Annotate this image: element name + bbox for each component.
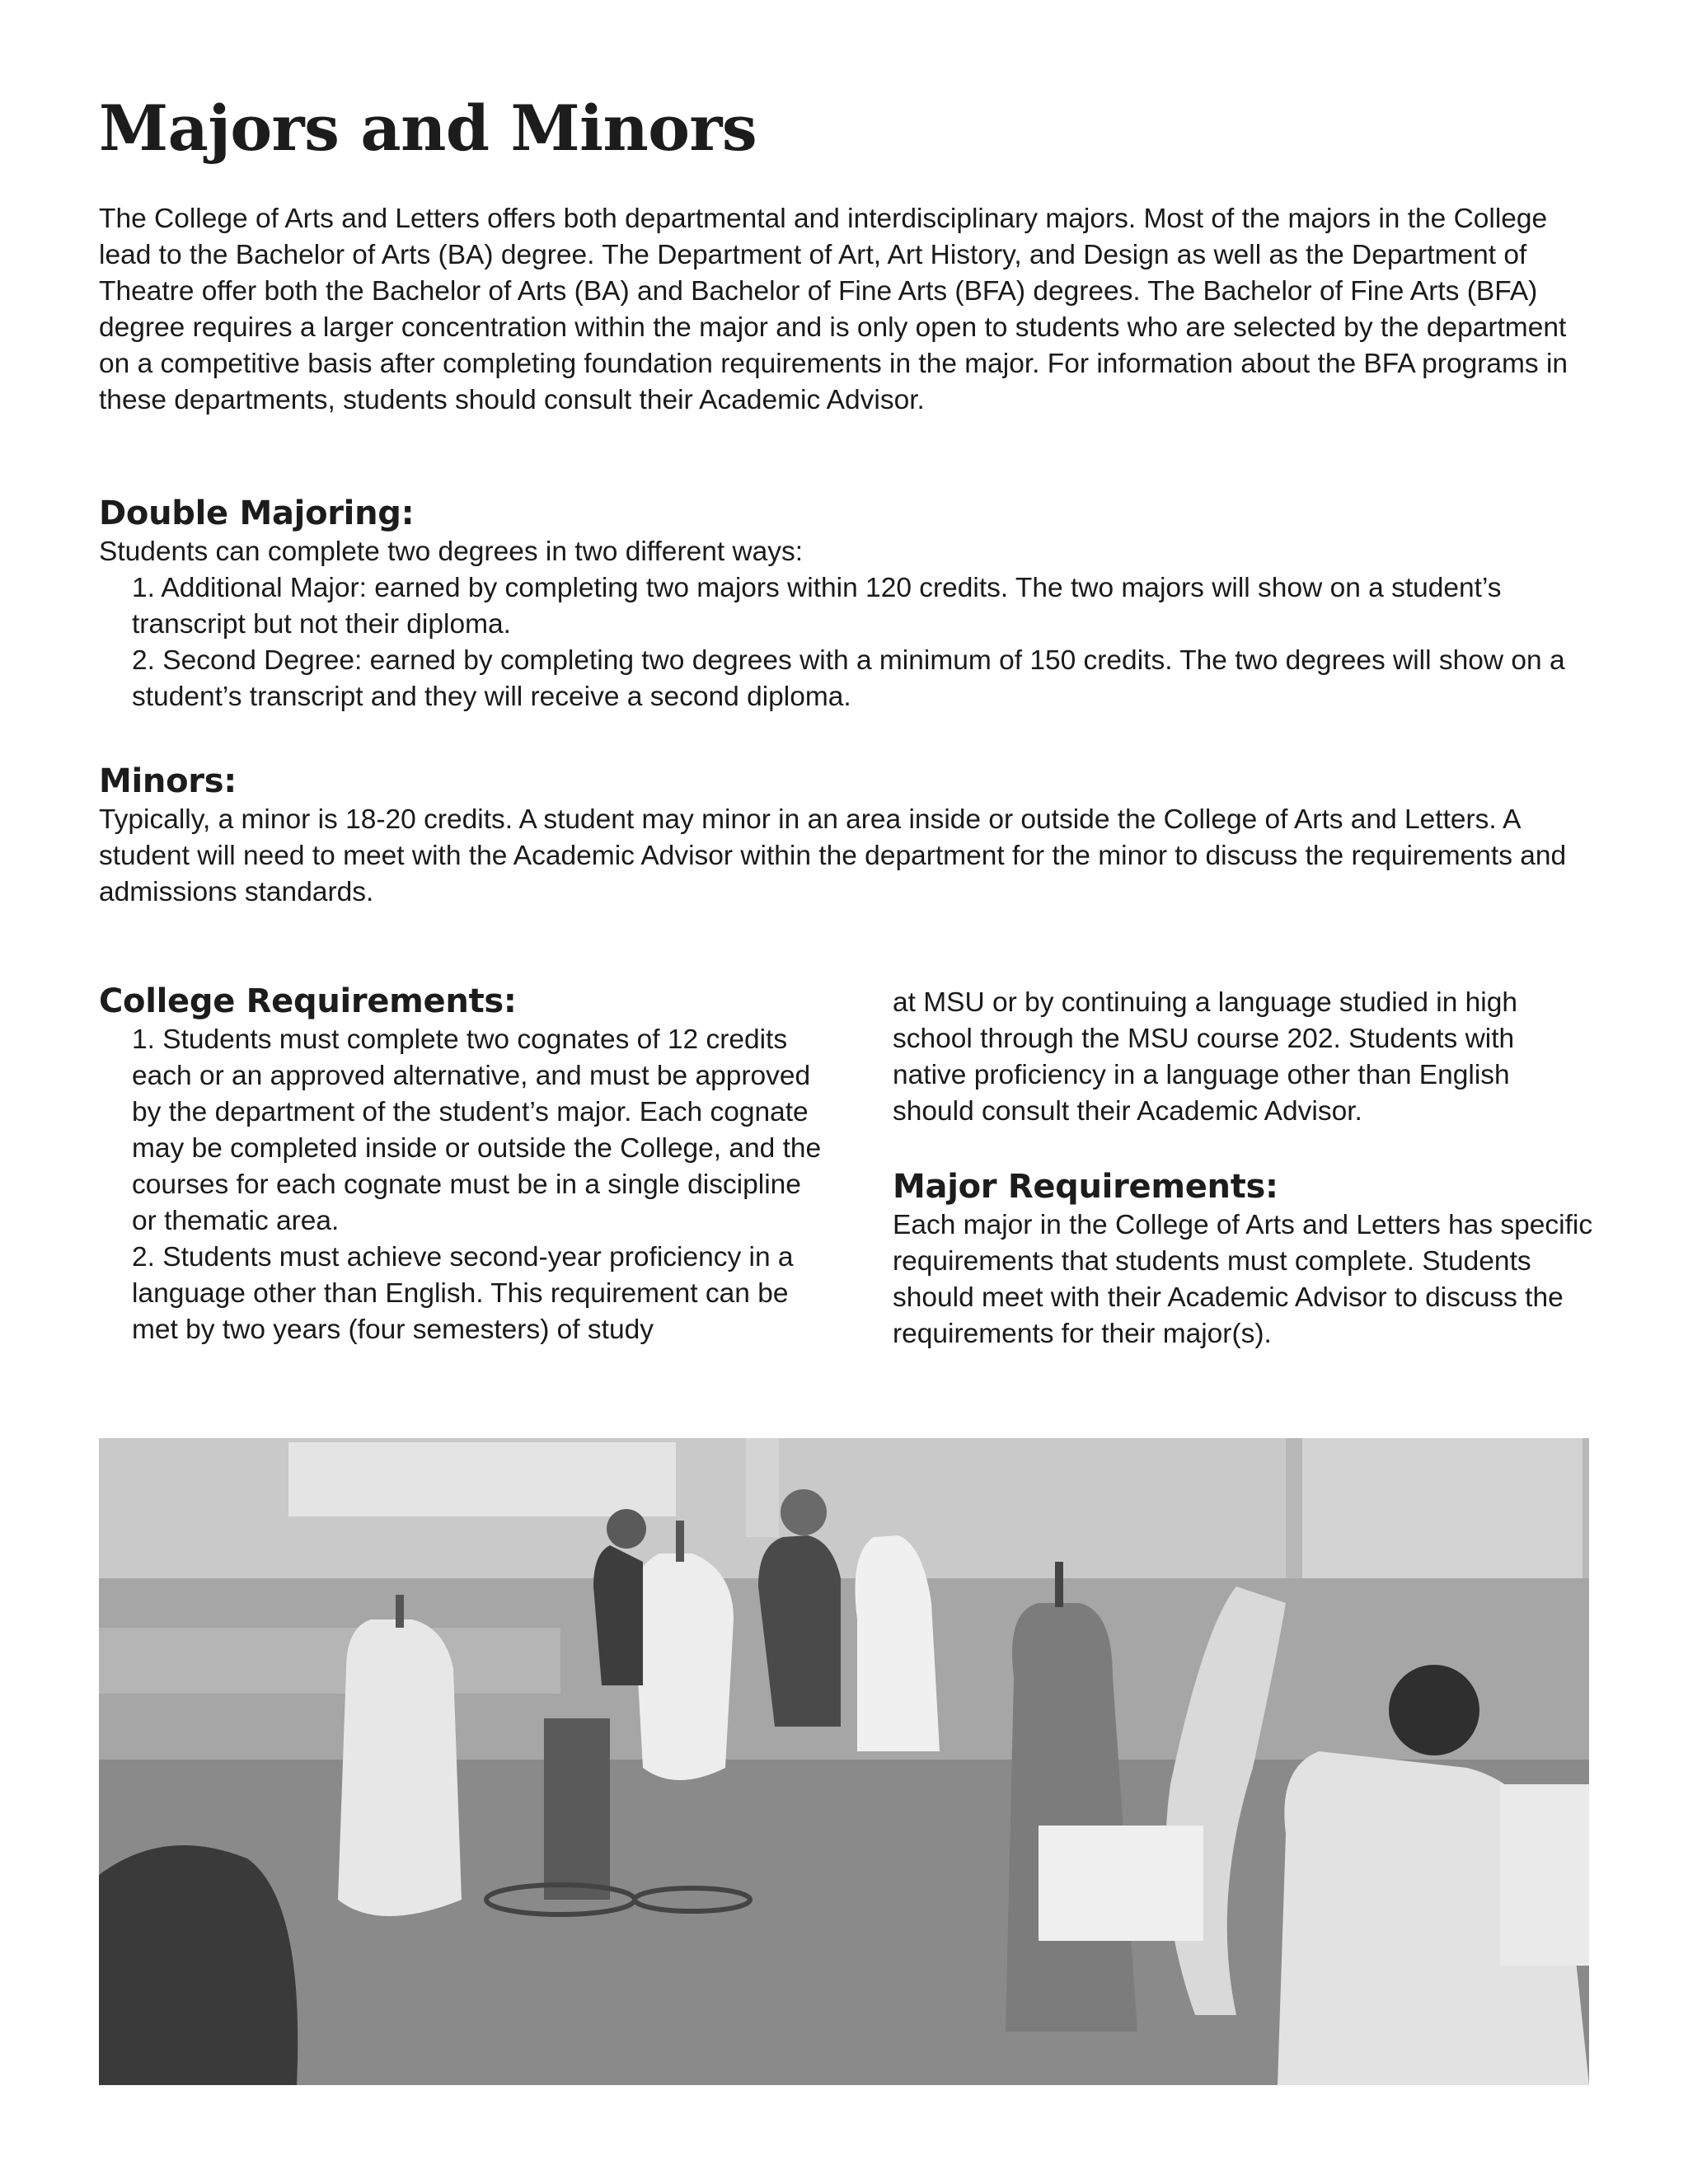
- double-majoring-item: 1. Additional Major: earned by completing two majors within 120 credits. The two majors will show on a student’s transcript but not their diploma.: [132, 573, 1502, 640]
- minors-text: Typically, a minor is 18-20 credits. A student may minor in an area inside or outside the College of Arts and Letters. A student will need to meet with the Academic Advisor within the department for the minor to discuss the requirements and admissions standards.: [99, 804, 1567, 907]
- minors-heading: Minors:: [99, 762, 237, 800]
- double-majoring-item: 2. Second Degree: earned by completing two degrees with a minimum of 150 credits. The two degrees will show on a student’s transcript and they will receive a second diploma.: [132, 645, 1565, 712]
- college-requirements-item: 2. Students must achieve second-year proficiency in a language other than English. This requirement can be met by two years (four semesters) of study: [132, 1242, 794, 1345]
- college-requirements-continuation: at MSU or by continuing a language studied in high school through the MSU course 202. Students with native proficiency in a language other than English should consult their Academic Advisor.: [893, 987, 1517, 1127]
- double-majoring-heading: Double Majoring:: [99, 494, 415, 532]
- double-majoring-section: [99, 493, 1591, 715]
- minors-section: [99, 761, 1591, 911]
- college-requirements-item: 1. Students must complete two cognates of 12 credits each or an approved alternative, and must be approved by the department of the student’s major. Each cognate may be completed inside or outside the College, and the courses for each cognate must be in a single discipline or thematic area.: [132, 1024, 822, 1236]
- fashion-studio-photo: [99, 1438, 1589, 2085]
- photo-fashion-studio-icon: [99, 1438, 1589, 2085]
- intro-paragraph: The College of Arts and Letters offers both departmental and interdisciplinary majors. Most of the majors in the College lead to the Bachelor of Arts (BA) degree. The Department of Art, Art History, and Design as well as the Department of Theatre offer both the Bachelor of Arts (BA) and Bachelor of Fine Arts (BFA) degrees. The Bachelor of Fine Arts (BFA) degree requires a larger concentration within the major and is only open to students who are selected by the department on a competitive basis after completing foundation requirements in the major. For information about the BFA programs in these departments, students should consult their Academic Advisor.: [99, 204, 1568, 415]
- college-requirements-heading: College Requirements:: [99, 982, 517, 1020]
- right-column: [893, 985, 1593, 1352]
- major-requirements-heading: Major Requirements:: [893, 1168, 1278, 1206]
- page-title: Majors and Minors: [99, 91, 757, 165]
- double-majoring-lead: Students can complete two degrees in two different ways:: [99, 537, 804, 567]
- college-requirements-section: [99, 981, 828, 1348]
- major-requirements-text: Each major in the College of Arts and Letters has specific requirements that students must complete. Students should meet with their Academic Advisor to discuss the requirements for their major(s).: [893, 1210, 1593, 1349]
